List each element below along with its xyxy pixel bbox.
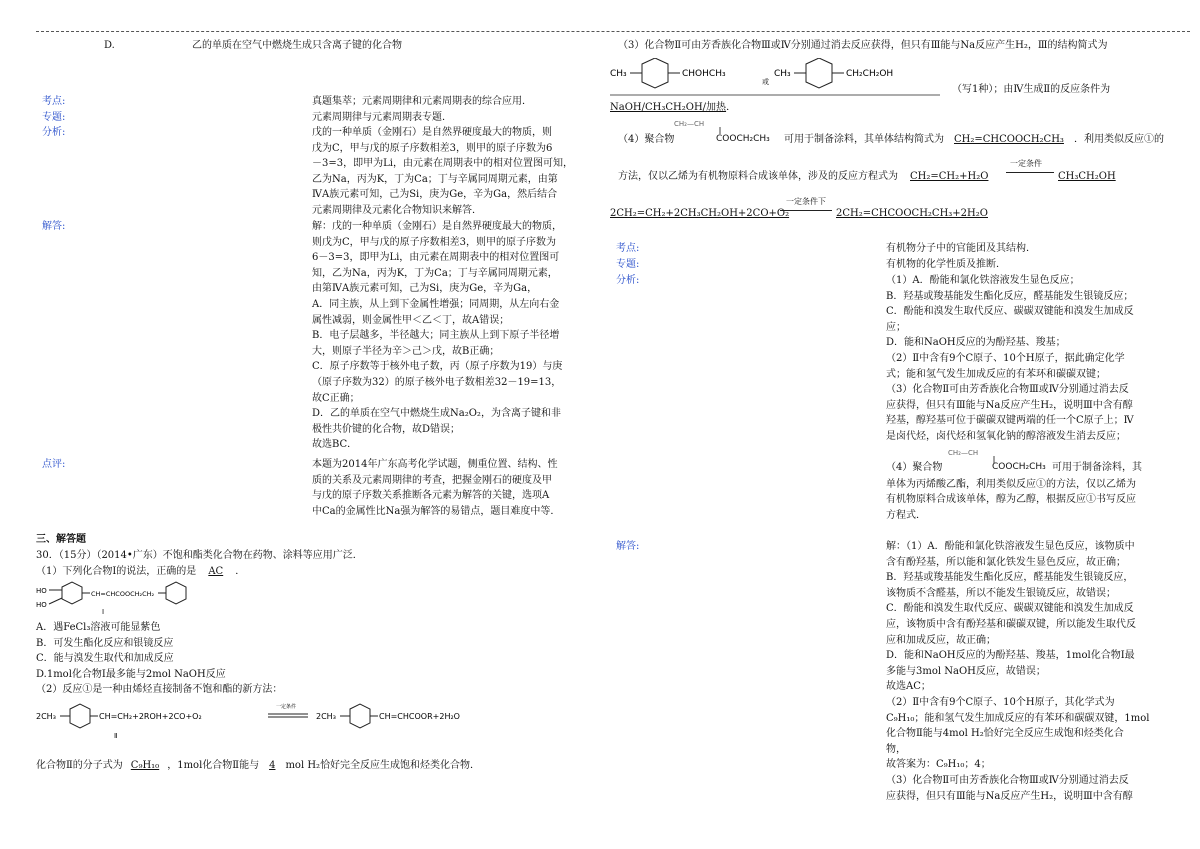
r-jieda-line: C₉H₁₀；能和氢气发生加成反应的有苯环和碳碳双键，1mol (886, 712, 1150, 724)
r-fenxi-line: 应获得，但只有Ⅲ能与Na反应产生H₂，说明Ⅲ中含有醇 (886, 399, 1133, 411)
struct-b-chain: CH₂CH₂OH (846, 69, 894, 79)
jieda-line: 由第ⅣA族元素可知，己为Si，庚为Ge，辛为Ga， (312, 283, 538, 295)
q3-condition: NaOH/CH₃CH₂OH/加热 (610, 102, 727, 113)
q3-structures (610, 58, 950, 101)
dianping-label: 点评: (42, 459, 66, 470)
eq2-arrow (780, 210, 832, 211)
reaction-right-chain: CH=CHCOOR+2H₂O (379, 712, 460, 721)
q30-2-stem: （2）反应①是一种由烯烃直接制备不饱和酯的新方法： (36, 684, 283, 695)
q30-intro: 30．（15分）（2014•广东）不饱和酯类化合物在药物、涂料等应用广泛． (36, 550, 363, 561)
eq2-condition: 一定条件下 (786, 197, 826, 206)
kaodian-label: 考点: (42, 96, 66, 107)
struct-a-chain: CHOHCH₃ (682, 69, 726, 79)
r-jieda-label: 解答: (616, 541, 640, 552)
r-fenxi-line: 是卤代烃，卤代烃和氢氧化钠的醇溶液发生消去反应； (886, 430, 1126, 442)
fenxi-line: －3=3，即甲为Li，由元素在周期表中的相对位置图可知， (312, 158, 573, 170)
zhuanti-label: 专题: (42, 112, 66, 123)
r-jieda-line: 多能与3mol NaOH反应，故错误； (886, 665, 1046, 677)
fenxi-label: 分析: (42, 127, 66, 138)
eq1-condition: 一定条件 (1010, 159, 1042, 168)
eq1-right: CH₃CH₂OH (1058, 171, 1116, 182)
r-fenxi-line: C．酚能和溴发生取代反应、碳碳双键能和溴发生加成反 (886, 306, 1134, 318)
reaction-1-svg (36, 700, 506, 742)
r-fenxi-polymer-side: COOCH₂CH₃ (992, 461, 1046, 472)
jieda-line: 知，乙为Na，丙为K，丁为Ca；丁与辛属同周期元素， (312, 267, 558, 279)
dianping-line: 中Ca的金属性比Na强为解答的易错点，题目难度中等． (312, 505, 561, 517)
zhuanti-text: 元素周期律与元素周期表专题． (312, 112, 452, 123)
eq2 (610, 196, 1188, 222)
r-fenxi-line: 单体为丙烯酸乙酯，利用类似反应①的方法，仅以乙烯为 (886, 478, 1136, 490)
r-fenxi-line: 有机物原料合成该单体，醇为乙醇，根据反应①书写反应 (886, 494, 1136, 506)
dianping-block (312, 457, 586, 519)
struct-b-ring (806, 58, 832, 88)
r-kaodian-label: 考点: (616, 243, 640, 254)
eq1-arrow (1006, 172, 1054, 173)
r-fenxi-poly-prefix: （4）聚合物 (886, 461, 943, 473)
fenxi-line: 戊为C，甲与戊的原子序数相差3，则甲的原子序数为6 (312, 142, 553, 154)
r-fenxi-line: （2）Ⅱ中含有9个C原子、10个H原子，据此确定化学 (886, 352, 1125, 364)
reaction-right-ring (350, 704, 370, 728)
r-zhuanti-label: 专题: (616, 259, 640, 270)
r-jieda-line: 该物质不含醛基，所以不能发生银镜反应，故错误； (886, 587, 1116, 599)
compound-1-ring-a (62, 582, 82, 604)
r-jieda-line: D．能和NaOH反应的为酚羟基、羧基，1mol化合物Ⅰ最 (886, 650, 1135, 662)
q30-2-answer-formula: C₉H₁₀ (130, 760, 160, 771)
q30-1-stem-text: （1）下列化合物Ⅰ的说法，正确的是 (36, 566, 197, 577)
struct-a-prefix: CH₃ (610, 69, 627, 79)
eq2-right: 2CH₂=CHCOOCH₂CH₃+2H₂O (836, 208, 988, 219)
fenxi-line: 戊的一种单质（金刚石）是自然界硬度最大的物质，则 (312, 127, 552, 138)
q4-monomer: CH₂=CHCOOCH₂CH₃ (954, 134, 1064, 145)
dianping-line: 与戊的原子序数关系推断各元素为解答的关键，选项A (312, 490, 550, 502)
r-jieda-line: 应，该物质中含有酚羟基和碳碳双键，所以能发生取代反 (886, 618, 1136, 630)
q30-2-fill-p3: mol H₂恰好完全反应生成饱和烃类化合物． (285, 760, 481, 771)
jieda-block (312, 219, 586, 453)
r-fenxi-poly-row (886, 445, 1186, 477)
jieda-line: D．乙的单质在空气中燃烧生成Na₂O₂，为含离子键和非 (312, 408, 561, 420)
reaction-left-chain: CH=CH₂+2ROH+2CO+O₂ (99, 712, 202, 721)
section-heading: 三、解答题 (36, 534, 86, 545)
r-jieda-line: 含有酚羟基，所以能和氯化铁发生显色反应，故正确； (886, 556, 1126, 568)
r-jieda-line: 应和加成反应，故正确； (886, 634, 996, 646)
r-jieda-line: （2）Ⅱ中含有9个C原子、10个H原子，其化学式为 (886, 696, 1115, 708)
q3-tail-blank (1110, 84, 1122, 95)
q3-blank (1108, 40, 1120, 51)
eq1-left: CH₂=CH₂+H₂O (910, 171, 989, 182)
q30-2-fill (36, 758, 480, 774)
fenxi-line: 乙为Na，丙为K，丁为Ca；丁与辛属同周期元素，由第 (312, 173, 558, 185)
fenxi-line: 元素周期律及元素化合物知识来解答． (312, 204, 482, 216)
q4-line2-pre: 方法，仅以乙烯为有机物原料合成该单体，涉及的反应方程式为 (618, 171, 898, 182)
compound-1-ring-b (166, 582, 186, 604)
r-jieda-line: （3）化合物Ⅱ可由芳香族化合物Ⅲ或Ⅳ分别通过消去反 (886, 774, 1129, 786)
jieda-label: 解答: (42, 221, 66, 232)
r-fenxi-line: 方程式． (886, 509, 926, 521)
option-b: B．可发生酯化反应和银镜反应 (36, 637, 174, 649)
kaodian-text: 真题集萃；元素周期律和元素周期表的综合应用． (312, 96, 532, 107)
compound-1-ho-top: HO (36, 587, 47, 595)
reaction-right-prefix: 2CH₃ (316, 712, 336, 721)
reaction-left-prefix: 2CH₃ (36, 712, 56, 721)
q4-text1: 可用于制备涂料，其单体结构简式为 (784, 134, 944, 145)
dianping-line: 本题为2014年广东高考化学试题，侧重位置、结构、性 (312, 459, 558, 470)
jieda-line: C．原子序数等于核外电子数，丙（原子序数为19）与庚 (312, 361, 563, 373)
r-fenxi-line: （1）A．酚能和氯化铁溶液发生显色反应； (886, 275, 1080, 286)
r-fenxi-line: 应； (886, 321, 906, 333)
dianping-line: 质的关系及元素周期律的考查，把握金刚石的硬度及甲 (312, 474, 552, 486)
q3-tail-text: （写1种）；由Ⅳ生成Ⅱ的反应条件为 (952, 84, 1111, 95)
q4-block (618, 116, 1178, 148)
compound-1-label: Ⅰ (102, 608, 105, 616)
fenxi-block (312, 125, 586, 219)
q30-1-answer: AC (208, 566, 224, 577)
struct-or: 或 (762, 78, 769, 86)
r-fenxi-label: 分析: (616, 275, 640, 286)
struct-b-prefix: CH₃ (774, 69, 791, 79)
r-jieda-line: 应获得，但只有Ⅲ能与Na反应产生H₂，说明Ⅲ中含有醇 (886, 790, 1133, 802)
r-fenxi-polymer-top: CH₂—CH (948, 448, 979, 457)
jieda-line: 极性共价键的化合物，故D错误； (312, 423, 461, 435)
option-d-text: 乙的单质在空气中燃烧生成只含离子键的化合物 (192, 40, 402, 51)
bond (49, 598, 62, 604)
q4-polymer-side: COOCH₂CH₃ (716, 134, 770, 144)
jieda-line: 6－3=3，即甲为Li，由元素在周期表中的相对位置图可 (312, 252, 560, 264)
reaction-label: Ⅱ (114, 732, 118, 740)
r-jieda-line: 解：（1）A．酚能和氯化铁溶液发生显色反应，该物质中 (886, 541, 1135, 552)
jieda-line: 大，则原子半径为辛＞己＞戊，故B正确； (312, 345, 500, 357)
compound-1-chain: CH=CHCOOCH₂CH₂ (91, 590, 155, 598)
option-c: C．能与溴发生取代和加成反应 (36, 653, 174, 665)
r-fenxi-block (886, 273, 1186, 523)
q3-text: （3）化合物Ⅱ可由芳香族化合物Ⅲ或Ⅳ分别通过消去反应获得，但只有Ⅲ能与Na反应产生H₂，Ⅲ的结构简式为 (618, 40, 1108, 51)
r-jieda-line: 物， (886, 743, 906, 755)
reaction-left-ring (70, 704, 90, 728)
reaction-1 (36, 700, 506, 745)
jieda-line: 则戊为C，甲与戊的原子序数相差3，则甲的原子序数为 (312, 236, 557, 248)
r-zhuanti-text: 有机物的化学性质及推断． (886, 259, 1006, 270)
r-fenxi-line: D．能和NaOH反应的为酚羟基、羧基； (886, 337, 1066, 349)
q4-prefix: （4）聚合物 (618, 134, 675, 145)
r-fenxi-line: 羟基，醇羟基可位于碳碳双键两端的任一个C原子上；Ⅳ (886, 415, 1134, 427)
jieda-line: B．电子层越多，半径越大；同主族从上到下原子半径增 (312, 330, 560, 342)
eq2-left: 2CH₂=CH₂+2CH₃CH₂OH+2CO+O₂ (610, 208, 790, 219)
r-jieda-line: C．酚能和溴发生取代反应、碳碳双键能和溴发生加成反 (886, 603, 1134, 615)
r-jieda-line: 故答案为：C₉H₁₀；4； (886, 759, 991, 771)
r-jieda-line: B．羟基或羧基能发生酯化反应，醛基能发生银镜反应， (886, 572, 1134, 584)
option-d: D.1mol化合物Ⅰ最多能与2mol NaOH反应 (36, 668, 226, 680)
q30-2-fill-p2: ，1mol化合物Ⅱ能与 (167, 760, 260, 771)
q4-polymer-top: CH₂—CH (674, 120, 705, 128)
q3-cond-line: NaOH/CH₃CH₂OH/加热． (610, 102, 737, 113)
q4-line2 (618, 169, 898, 185)
q30-2-fill-p1: 化合物Ⅱ的分子式为 (36, 760, 123, 771)
q30-1-stem: （1）下列化合物Ⅰ的说法，正确的是 AC ． (36, 566, 246, 577)
r-fenxi-line: （3）化合物Ⅱ可由芳香族化合物Ⅲ或Ⅳ分别通过消去反 (886, 384, 1129, 396)
q3-tail (952, 82, 1122, 98)
jieda-line: （原子序数为32）的原子核外电子数相差32－19=13， (312, 376, 562, 388)
q3-line (618, 38, 1120, 54)
options-block (36, 620, 226, 682)
jieda-line: 故C正确； (312, 392, 360, 404)
top-dashed-rule (36, 31, 1190, 32)
option-d-letter: D. (104, 40, 115, 51)
r-jieda-line: 故选AC； (886, 681, 931, 693)
r-jieda-line: 化合物Ⅱ能与4mol H₂恰好完全反应生成饱和烃类化合 (886, 728, 1124, 740)
r-fenxi-poly-suffix: 可用于制备涂料，其 (1052, 461, 1142, 473)
r-kaodian-text: 有机物分子中的官能团及其结构． (886, 243, 1036, 254)
option-a: A．遇FeCl₃溶液可能显紫色 (36, 622, 161, 633)
struct-a-ring (642, 58, 668, 88)
r-fenxi-line: 式；能和氢气发生加成反应的有苯环和碳碳双键； (886, 368, 1106, 380)
jieda-line: A．同主族，从上到下金属性增强；同周期，从左向右金 (312, 298, 560, 310)
q4-text2: ．利用类似反应①的 (1074, 134, 1164, 145)
compound-1-structure (36, 581, 206, 620)
compound-1-ho-bottom: HO (36, 601, 47, 609)
r-fenxi-line: B．羟基或羧基能发生酯化反应，醛基能发生银镜反应； (886, 290, 1134, 302)
jieda-line: 故选BC． (312, 439, 358, 451)
q3-structures-svg (610, 58, 950, 98)
jieda-line: 解：戊的一种单质（金刚石）是自然界硬度最大的物质， (312, 221, 562, 232)
q30-2-answer-h2: 4 (269, 760, 276, 771)
fenxi-line: ⅣA族元素可知，己为Si，庚为Ge，辛为Ga，然后结合 (312, 189, 558, 201)
jieda-line: 属性减弱，则金属性甲＜乙＜丁，故A错误； (312, 314, 510, 326)
compound-1-svg (36, 581, 206, 617)
reaction-condition: 一定条件 (276, 704, 297, 710)
r-jieda-block (886, 539, 1186, 804)
